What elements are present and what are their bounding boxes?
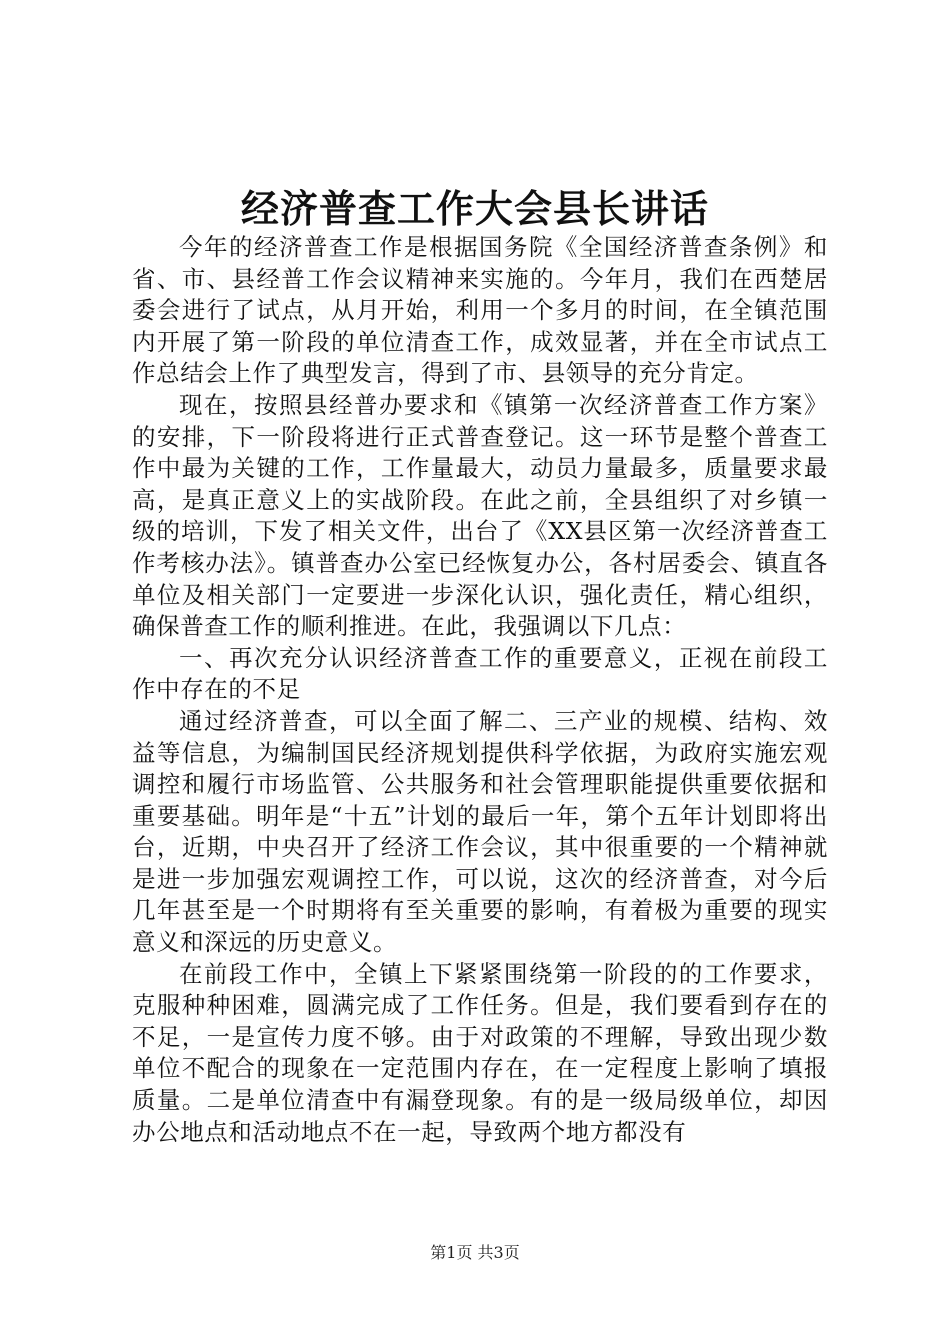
paragraph: 现在，按照县经普办要求和《镇第一次经济普查工作方案》的安排，下一阶段将进行正式普查登记。这一环节是整个普查工作中最为关键的工作，工作量最大，动员力量最多，质量要求最高，是真正意义上的实战阶段。在此之前，全县组织了对乡镇一级的培训，下发了相关文件，出台了《XX县区第一次经济普查工作考核办法》。镇普查办公室已经恢复办公，各村居委会、镇直各单位及相关部门一定要进一步深化认识，强化责任，精心组织，确保普查工作的顺利推进。在此，我强调以下几点： bbox=[132, 390, 828, 641]
paragraph: 通过经济普查，可以全面了解二、三产业的规模、结构、效益等信息，为编制国民经济规划提供科学依据，为政府实施宏观调控和履行市场监管、公共服务和社会管理职能提供重要依据和重要基础。明年是“十五”计划的最后一年，第个五年计划即将出台，近期，中央召开了经济工作会议，其中很重要的一个精神就是进一步加强宏观调控工作，可以说，这次的经济普查，对今后几年甚至是一个时期将有至关重要的影响，有着极为重要的现实意义和深远的历史意义。 bbox=[132, 706, 828, 957]
section-heading: 一、再次充分认识经济普查工作的重要意义，正视在前段工作中存在的不足 bbox=[132, 643, 828, 704]
paragraph: 在前段工作中，全镇上下紧紧围绕第一阶段的的工作要求，克服种种困难，圆满完成了工作任务。但是，我们要看到存在的不足，一是宣传力度不够。由于对政策的不理解，导致出现少数单位不配合的现象在一定范围内存在，在一定程度上影响了填报质量。二是单位清查中有漏登现象。有的是一级局级单位，却因办公地点和活动地点不在一起，导致两个地方都没有 bbox=[132, 959, 828, 1146]
page-number-footer: 第1页 共3页 bbox=[430, 1243, 520, 1262]
document-body bbox=[132, 232, 828, 1148]
document-title: 经济普查工作大会县长讲话 bbox=[240, 186, 709, 231]
paragraph: 今年的经济普查工作是根据国务院《全国经济普查条例》和省、市、县经普工作会议精神来实施的。今年月，我们在西楚居委会进行了试点，从月开始，利用一个多月的时间，在全镇范围内开展了第一阶段的单位清查工作，成效显著，并在全市试点工作总结会上作了典型发言，得到了市、县领导的充分肯定。 bbox=[132, 233, 828, 388]
